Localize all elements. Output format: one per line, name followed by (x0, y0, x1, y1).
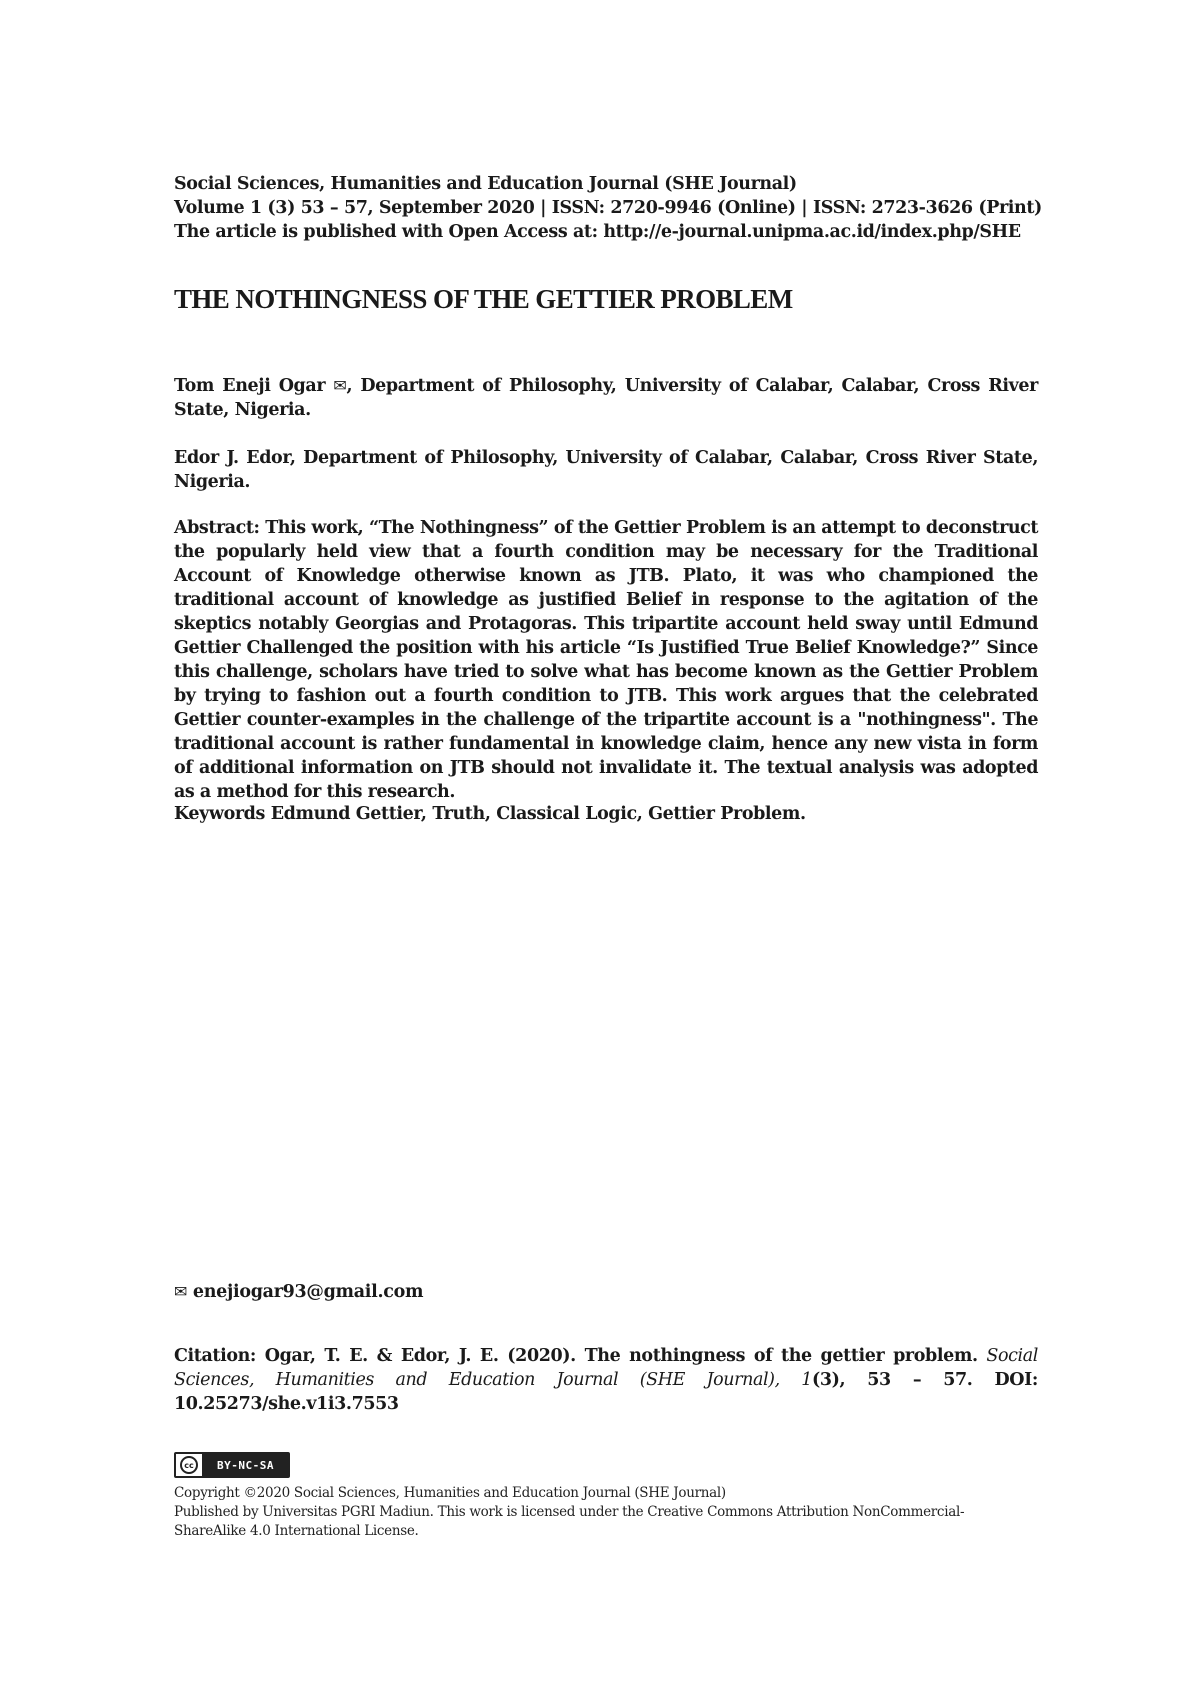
publisher-line: Published by Universitas PGRI Madiun. This work is licensed under the Creative Commons Attribution NonCommercial- (174, 1504, 965, 1520)
author-affiliation: , Department of Philosophy, University of Calabar, Calabar, Cross River State, Nigeria. (174, 376, 1038, 420)
citation-issue-pages: (3), 53 – 57. DOI: 10.25273/she.v1i3.7553 (174, 1370, 1038, 1414)
abstract (174, 516, 1038, 804)
abstract-text: This work, “The Nothingness” of the Gettier Problem is an attempt to deconstruct the popularly held view that a fourth condition may be necessary for the Traditional Account of Knowledge otherwise known as JTB. Plato, it was who championed the traditional account of knowledge as justified Belief in response to the agitation of the skeptics notably Georgias and Protagoras. This tripartite account held sway until Edmund Gettier Challenged the position with his article “Is Justified True Belief Knowledge?” Since this challenge, scholars have tried to solve what has become known as the Gettier Problem by trying to fashion out a fourth condition to JTB. This work argues that the celebrated Gettier counter-examples in the challenge of the tripartite account is a "nothingness". The traditional account is rather fundamental in knowledge claim, hence any new vista in form of additional information on JTB should not invalidate it. The textual analysis was adopted as a method for this research. (174, 518, 1038, 802)
cc-icon: cc (180, 1456, 198, 1474)
journal-volume-line: Volume 1 (3) 53 – 57, September 2020 | ISSN: 2720-9946 (Online) | ISSN: 2723-3626 (Print) (174, 198, 1042, 218)
copyright-notice (174, 1484, 1038, 1541)
citation-journal: Social Sciences, Humanities and Education Journal (SHE Journal), 1 (174, 1346, 1038, 1390)
license-type: BY-NC-SA (217, 1458, 274, 1472)
keywords-label: Keywords (174, 804, 265, 824)
author-entry-2 (174, 446, 1038, 494)
copyright-line: Copyright ©2020 Social Sciences, Humanities and Education Journal (SHE Journal) (174, 1485, 726, 1501)
author-entry-1 (174, 374, 1038, 422)
author-affiliation: , Department of Philosophy, University of Calabar, Calabar, Cross River State, Nigeria. (174, 448, 1039, 492)
citation-prefix: Citation: Ogar, T. E. & Edor, J. E. (2020). The nothingness of the gettier problem. (174, 1346, 978, 1366)
keywords-text: Edmund Gettier, Truth, Classical Logic, Gettier Problem. (270, 804, 806, 824)
author-name: Edor J. Edor (174, 448, 290, 468)
author-name: Tom Eneji Ogar (174, 376, 326, 396)
cc-logo (176, 1454, 203, 1476)
journal-name-line: Social Sciences, Humanities and Education Journal (SHE Journal) (174, 174, 797, 194)
journal-access-line: The article is published with Open Access at: http://e-journal.unipma.ac.id/index.php/SHE (174, 222, 1021, 242)
email-address[interactable]: enejiogar93@gmail.com (192, 1282, 424, 1302)
corresponding-email (174, 1280, 1038, 1304)
cc-license-badge[interactable] (174, 1452, 290, 1478)
abstract-label: Abstract: (174, 518, 260, 538)
article-title: THE NOTHINGNESS OF THE GETTIER PROBLEM (174, 284, 793, 314)
keywords (174, 802, 1038, 826)
envelope-icon: ✉ (174, 1282, 188, 1301)
envelope-icon: ✉ (333, 376, 347, 395)
journal-header (174, 172, 1042, 244)
license-line: ShareAlike 4.0 International License. (174, 1523, 419, 1539)
citation (174, 1344, 1038, 1416)
